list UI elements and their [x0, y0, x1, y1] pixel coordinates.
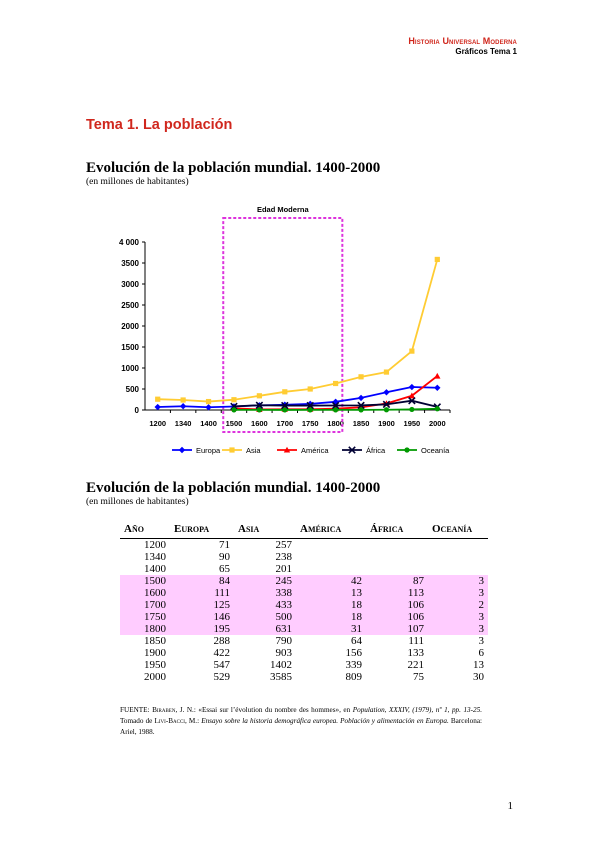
series-line-asia — [158, 259, 438, 401]
data-point — [155, 397, 160, 402]
data-point — [434, 373, 440, 379]
table-cell: 133 — [407, 647, 424, 659]
data-point — [282, 407, 287, 412]
table-cell — [366, 563, 428, 575]
data-point — [308, 386, 313, 391]
table-cell: 156 — [345, 647, 362, 659]
data-point — [435, 406, 440, 411]
table-cell: 1340 — [144, 551, 166, 563]
table-cell: 3 — [478, 635, 484, 647]
y-tick-label: 1000 — [121, 364, 139, 373]
population-line-chart — [110, 198, 480, 463]
table-cell: 31 — [296, 623, 366, 635]
legend-label: Asia — [246, 446, 261, 455]
table-cell: 339 — [345, 659, 362, 671]
x-tick-label: 1200 — [149, 419, 167, 428]
header-title: Historia Universal Moderna — [408, 36, 517, 46]
source-lead: FUENTE: — [120, 706, 153, 714]
table-cell: 18 — [296, 611, 366, 623]
y-tick-label: 500 — [125, 385, 139, 394]
source-note — [120, 705, 482, 738]
table-cell: 3 — [428, 611, 488, 623]
table-cell — [296, 539, 366, 552]
table-row — [120, 635, 488, 647]
table-cell: 422 — [213, 647, 230, 659]
table-cell: 90 — [219, 551, 230, 563]
table-cell: 1750 — [120, 611, 170, 623]
x-tick-label: 1900 — [378, 419, 395, 428]
table-cell: 201 — [275, 563, 292, 575]
table-cell — [428, 539, 488, 552]
page-number: 1 — [507, 800, 513, 812]
source-text-3: : — [197, 717, 202, 725]
table-cell: 18 — [296, 599, 366, 611]
y-tick-label: 2500 — [121, 301, 139, 310]
data-point — [358, 407, 363, 412]
table-cell: 107 — [366, 623, 428, 635]
data-point — [282, 389, 287, 394]
table-cell: 1400 — [144, 563, 166, 575]
table-cell: 433 — [234, 599, 296, 611]
table-cell — [428, 563, 488, 575]
table-cell: 338 — [234, 587, 296, 599]
table-row — [120, 611, 488, 623]
x-tick-label: 1400 — [200, 419, 217, 428]
chart-section-title: Evolución de la población mundial. 1400-2000 — [86, 160, 381, 176]
data-point — [206, 399, 211, 404]
y-tick-label: 3500 — [121, 259, 139, 268]
table-cell: 500 — [234, 611, 296, 623]
y-tick-label: 2000 — [121, 322, 139, 331]
table-cell: 113 — [366, 587, 428, 599]
data-point — [333, 381, 338, 386]
table-cell: 3 — [428, 623, 488, 635]
x-tick-label: 1600 — [251, 419, 268, 428]
table-cell: 125 — [170, 599, 234, 611]
table-cell: 75 — [413, 671, 424, 683]
table-cell: 1600 — [120, 587, 170, 599]
y-tick-label: 0 — [134, 406, 139, 415]
source-author-1: Biraben, J. N. — [152, 706, 194, 714]
table-cell: 257 — [275, 539, 292, 551]
legend-label: África — [366, 446, 386, 455]
data-point — [231, 397, 236, 402]
data-point — [333, 407, 338, 412]
table-cell: 106 — [366, 611, 428, 623]
header-cell-asia: Asia — [234, 521, 296, 539]
data-point — [308, 407, 313, 412]
y-tick-label: 3000 — [121, 280, 139, 289]
table-section-title: Evolución de la población mundial. 1400-2000 — [86, 480, 381, 496]
table-cell — [366, 539, 428, 552]
table-cell — [428, 551, 488, 563]
legend-label: América — [301, 446, 329, 455]
data-point — [435, 257, 440, 262]
header-cell-europa: Europa — [170, 521, 234, 539]
data-point — [409, 384, 415, 390]
table-header-row — [120, 521, 488, 539]
table-cell: 87 — [366, 575, 428, 587]
x-tick-label: 1750 — [301, 419, 319, 428]
table-cell: 195 — [170, 623, 234, 635]
y-tick-label: 4 000 — [118, 238, 139, 247]
source-italic-1: Population, XXXIV, (1979), nº 1, pp. 13-25. — [352, 706, 483, 714]
data-point — [409, 349, 414, 354]
data-point — [257, 407, 262, 412]
table-row — [120, 563, 488, 575]
edad-moderna-label: Edad Moderna — [256, 205, 309, 214]
table-row — [120, 659, 488, 671]
population-table — [120, 521, 488, 683]
table-cell — [296, 563, 366, 575]
header-cell-year: Año — [120, 521, 170, 539]
x-tick-label: 1500 — [225, 419, 243, 428]
table-cell: 1900 — [144, 647, 166, 659]
legend-label: Europa — [196, 446, 221, 455]
table-row — [120, 599, 488, 611]
table-cell: 30 — [473, 671, 484, 683]
header-cell-africa: África — [366, 521, 428, 539]
source-text-2: Tomado de — [120, 717, 155, 725]
legend-label: Oceanía — [421, 446, 450, 455]
table-row — [120, 551, 488, 563]
y-tick-label: 1500 — [121, 343, 139, 352]
header-cell-oceania: Oceanía — [428, 521, 488, 539]
source-author-2: Livi-Bacci, M. — [154, 717, 198, 725]
data-point — [155, 404, 161, 410]
legend-marker — [179, 447, 185, 453]
table-cell: 146 — [170, 611, 234, 623]
x-tick-label: 2000 — [428, 419, 446, 428]
table-cell: 3 — [428, 587, 488, 599]
x-tick-label: 1340 — [174, 419, 192, 428]
table-cell: 3 — [428, 575, 488, 587]
table-cell: 6 — [478, 647, 484, 659]
table-row — [120, 647, 488, 659]
table-cell — [296, 551, 366, 563]
data-point — [409, 407, 414, 412]
table-cell: 809 — [345, 671, 362, 683]
table-cell: 790 — [275, 635, 292, 647]
table-cell: 65 — [219, 563, 230, 575]
table-cell: 1402 — [270, 659, 292, 671]
x-tick-label: 1850 — [352, 419, 370, 428]
data-point — [384, 407, 389, 412]
header-cell-america: América — [296, 521, 366, 539]
table-cell: 2 — [428, 599, 488, 611]
table-cell: 106 — [366, 599, 428, 611]
table-cell: 631 — [234, 623, 296, 635]
data-point — [181, 397, 186, 402]
x-tick-label: 1700 — [276, 419, 294, 428]
table-cell: 288 — [213, 635, 230, 647]
table-row — [120, 671, 488, 683]
table-cell: 529 — [213, 671, 230, 683]
table-row — [120, 539, 488, 552]
table-cell: 547 — [213, 659, 230, 671]
legend-marker — [404, 447, 409, 452]
table-cell: 111 — [170, 587, 234, 599]
table-cell: 13 — [296, 587, 366, 599]
table-cell: 238 — [275, 551, 292, 563]
table-cell: 111 — [408, 635, 424, 647]
x-tick-label: 1950 — [403, 419, 421, 428]
table-section-subtitle: (en millones de habitantes) — [86, 497, 189, 507]
source-text-4: Barcelona: Ariel, 1988. — [120, 717, 483, 736]
table-cell: 245 — [234, 575, 296, 587]
edad-moderna-box — [223, 218, 342, 432]
source-italic-2: Ensayo sobre la historia demográfica europea. Población y alimentación en Europa. — [201, 717, 449, 725]
data-point — [231, 407, 236, 412]
table-cell: 71 — [219, 539, 230, 551]
table-cell: 1200 — [144, 539, 166, 551]
source-text-1: : «Essai sur l’évolution du nombre des hommes», en — [193, 706, 353, 714]
table-cell: 1500 — [120, 575, 170, 587]
table-row — [120, 587, 488, 599]
table-cell: 2000 — [144, 671, 166, 683]
table-row — [120, 623, 488, 635]
table-cell: 1800 — [120, 623, 170, 635]
table-cell: 3585 — [270, 671, 292, 683]
table-cell: 903 — [275, 647, 292, 659]
table-cell: 84 — [170, 575, 234, 587]
topic-title: Tema 1. La población — [86, 117, 233, 133]
table-cell: 1950 — [144, 659, 166, 671]
data-point — [358, 395, 364, 401]
table-cell: 13 — [473, 659, 484, 671]
header-subtitle: Gráficos Tema 1 — [455, 47, 517, 56]
table-cell: 1700 — [120, 599, 170, 611]
data-point — [257, 393, 262, 398]
data-point — [358, 374, 363, 379]
data-point — [180, 403, 186, 409]
table-cell: 1850 — [144, 635, 166, 647]
table-cell: 42 — [296, 575, 366, 587]
data-point — [384, 369, 389, 374]
x-tick-label: 1800 — [327, 419, 344, 428]
table-cell — [366, 551, 428, 563]
table-row — [120, 575, 488, 587]
legend-marker — [229, 447, 234, 452]
table-cell: 64 — [351, 635, 362, 647]
table-cell: 221 — [407, 659, 424, 671]
data-point — [434, 385, 440, 391]
chart-section-subtitle: (en millones de habitantes) — [86, 177, 189, 187]
data-point — [383, 389, 389, 395]
